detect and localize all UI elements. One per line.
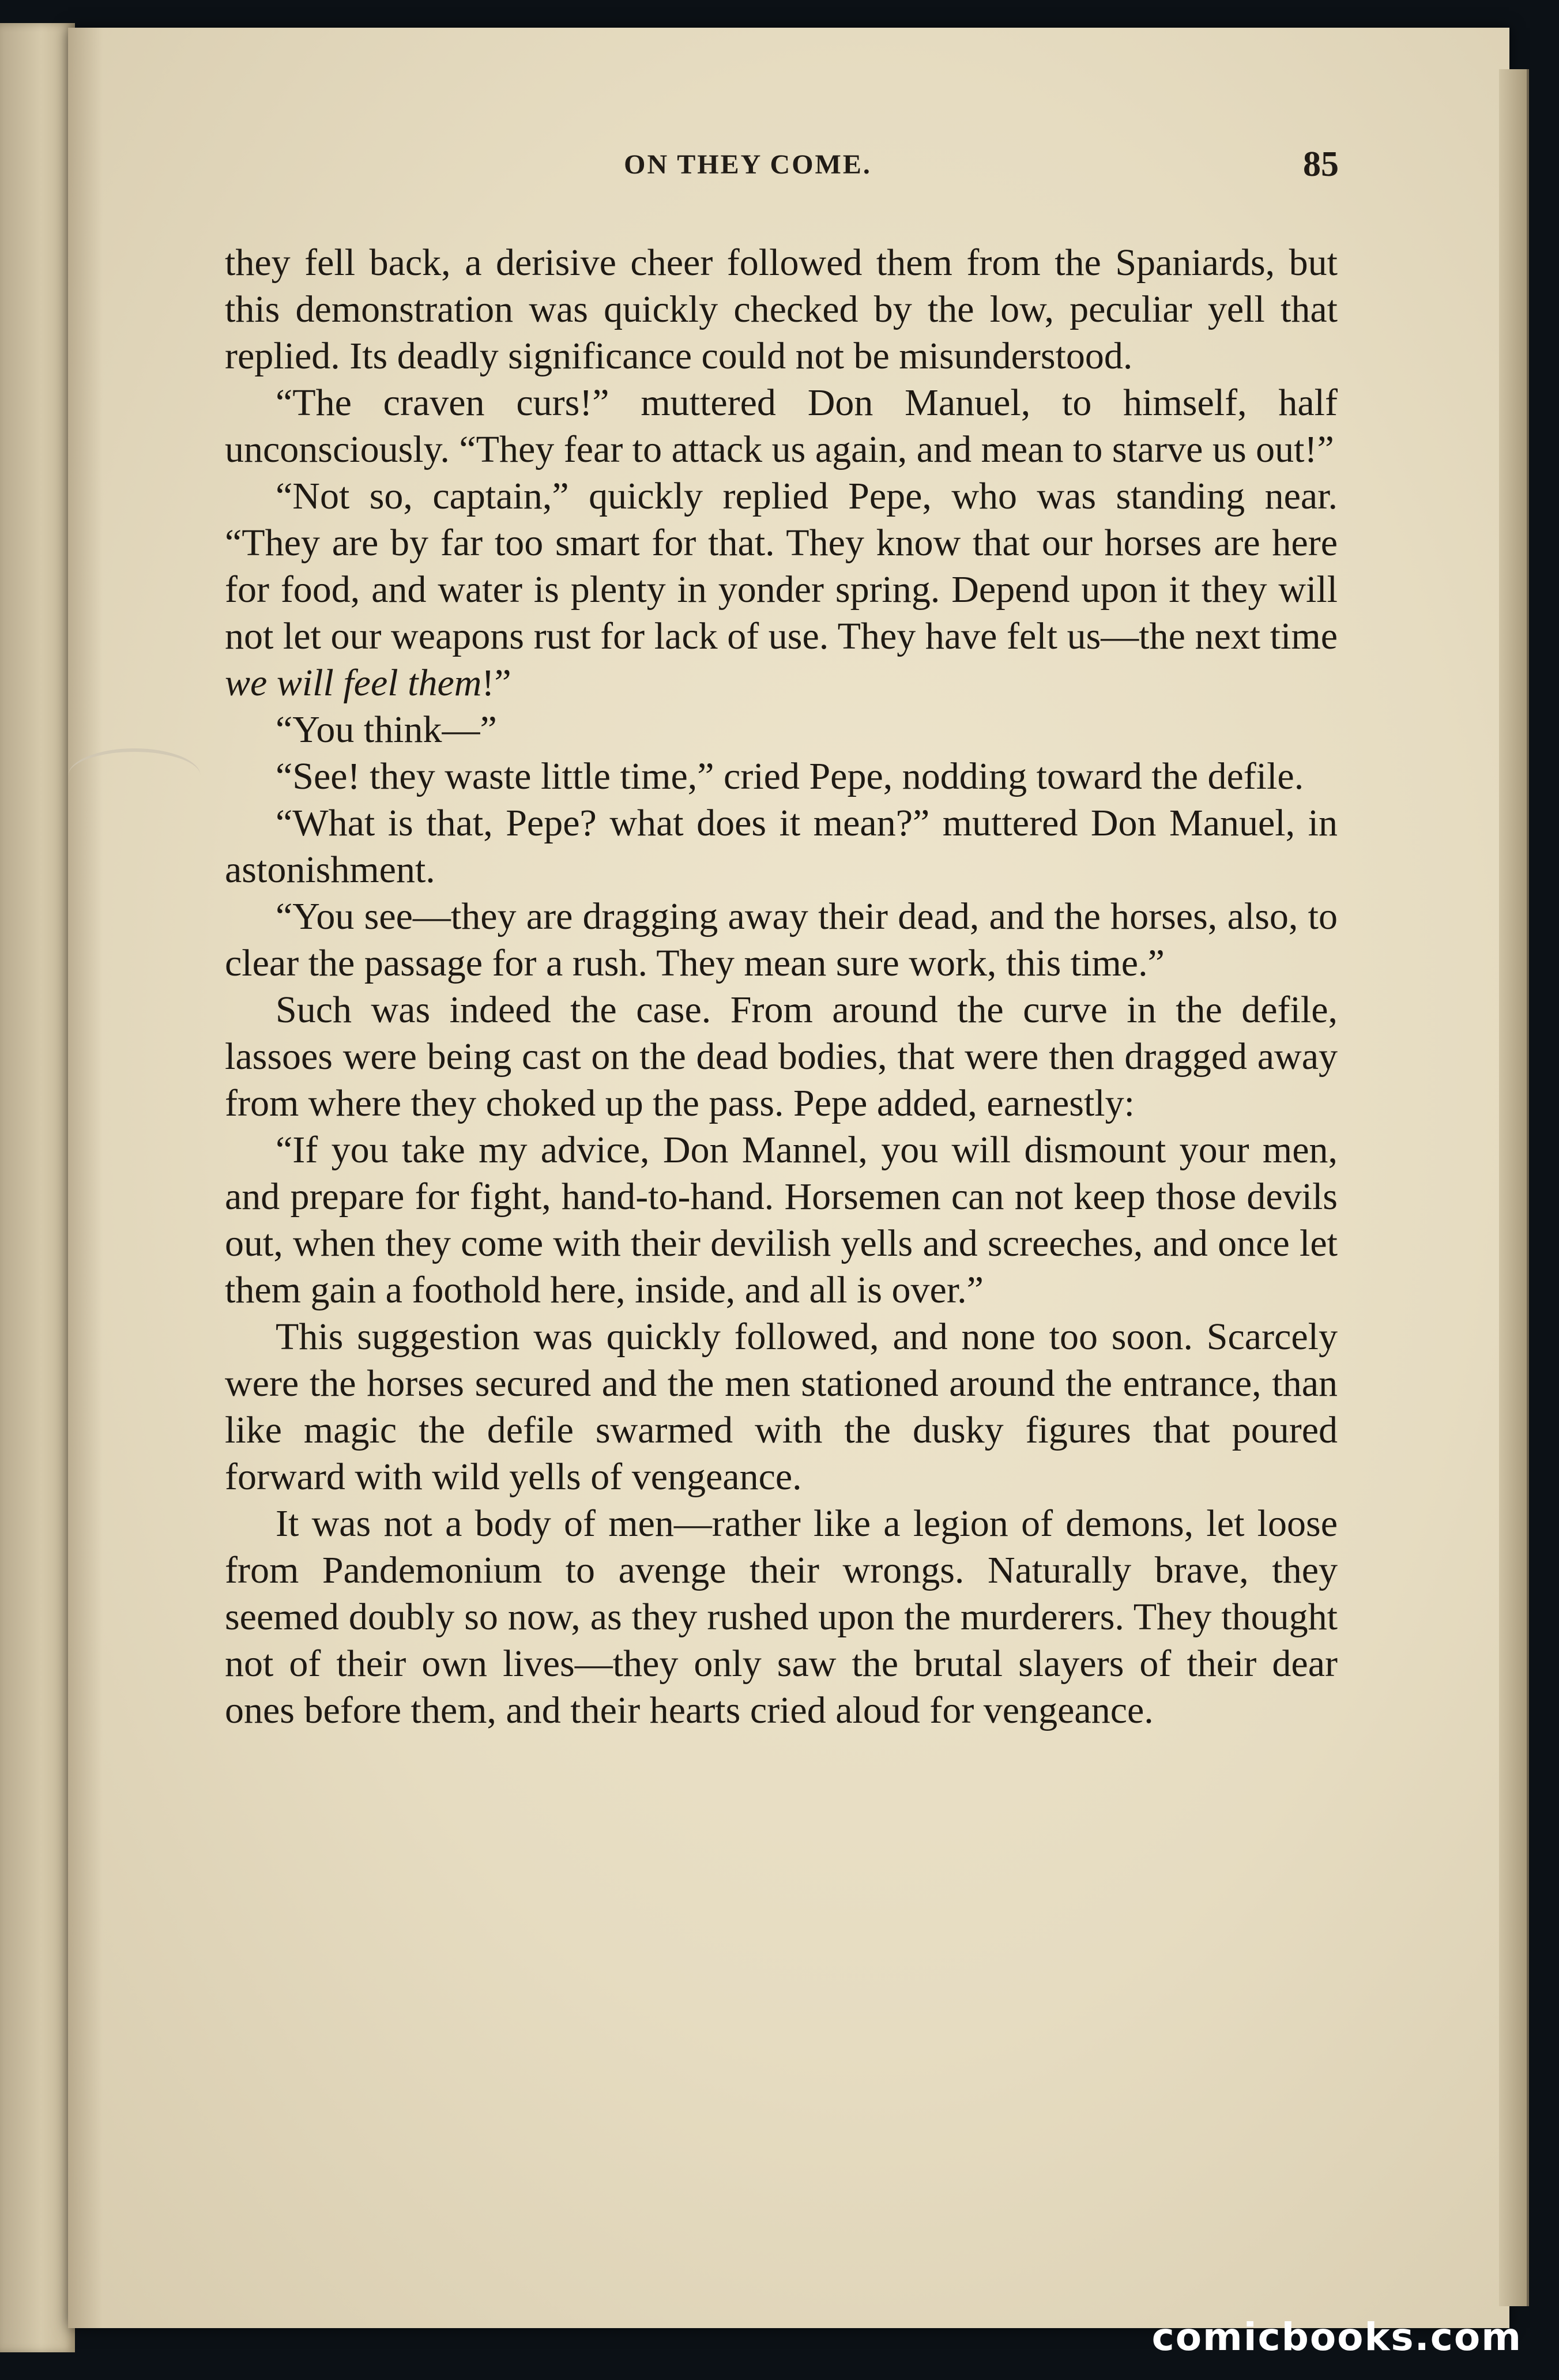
text-run: “See! they waste little time,” cried Pepe, nodding toward the defile.	[276, 755, 1304, 797]
italic-text: we will feel them	[225, 662, 482, 704]
body-text	[225, 239, 1338, 1734]
text-run: “Not so, captain,” quickly replied Pepe, who was standing near. “They are by far too smart for that. They know that our horses are here for food, and water is plenty in yonder spring. Depend upon it they will not let our weapons rust for lack of use. They have felt us—the next time	[225, 475, 1338, 657]
text-run: It was not a body of men—rather like a legion of demons, let loose from Pandemonium to avenge their wrongs. Naturally brave, they seemed doubly so now, as they rushed upon the murderers. They thought not of their own lives—they only saw the brutal slayers of their dear ones before them, and their hearts cried aloud for vengeance.	[225, 1502, 1338, 1731]
binding-thread	[68, 748, 201, 804]
paragraph	[225, 986, 1338, 1127]
text-run: Such was indeed the case. From around the curve in the defile, lassoes were being cast on the dead bodies, that were then dragged away from where they choked up the pass. Pepe added, earnestly:	[225, 989, 1338, 1124]
gutter-shadow	[68, 28, 103, 2328]
text-run: “The craven curs!” muttered Don Manuel, to himself, half unconsciously. “They fear to attack us again, and mean to starve us out!”	[225, 382, 1338, 470]
paragraph	[225, 473, 1338, 706]
page-header	[157, 144, 1339, 190]
text-run: “You think—”	[276, 709, 497, 751]
paragraph	[225, 800, 1338, 893]
paragraph	[225, 706, 1338, 753]
paragraph	[225, 1127, 1338, 1313]
site-watermark: comicbooks.com	[1151, 2315, 1522, 2359]
facing-page-edge	[0, 23, 75, 2352]
page-stack-edge	[1499, 69, 1529, 2306]
text-run: “What is that, Pepe? what does it mean?” muttered Don Manuel, in astonishment.	[225, 802, 1338, 891]
text-run: they fell back, a derisive cheer followed them from the Spaniards, but this demonstration was quickly checked by the low, peculiar yell that replied. Its deadly significance could not be misunderstood.	[225, 242, 1338, 377]
text-run: “If you take my advice, Don Mannel, you will dismount your men, and prepare for fight, hand-to-hand. Horsemen can not keep those devils out, when they come with their devilish yells and screeches, and once let them gain a foothold here, inside, and all is over.”	[225, 1129, 1338, 1311]
text-run: !”	[481, 662, 511, 704]
paragraph	[225, 1313, 1338, 1500]
text-run: This suggestion was quickly followed, and none too soon. Scarcely were the horses secured and the men stationed around the entrance, than like magic the defile swarmed with the dusky figures that poured forward with wild yells of vengeance.	[225, 1316, 1338, 1498]
paragraph	[225, 893, 1338, 986]
paragraph	[225, 753, 1338, 800]
text-run: “You see—they are dragging away their dead, and the horses, also, to clear the passage for a rush. They mean sure work, this time.”	[225, 895, 1338, 984]
paragraph	[225, 1500, 1338, 1734]
paragraph	[225, 239, 1338, 379]
paragraph	[225, 379, 1338, 473]
running-title: ON THEY COME.	[624, 149, 872, 180]
page-number: 85	[1303, 145, 1339, 184]
